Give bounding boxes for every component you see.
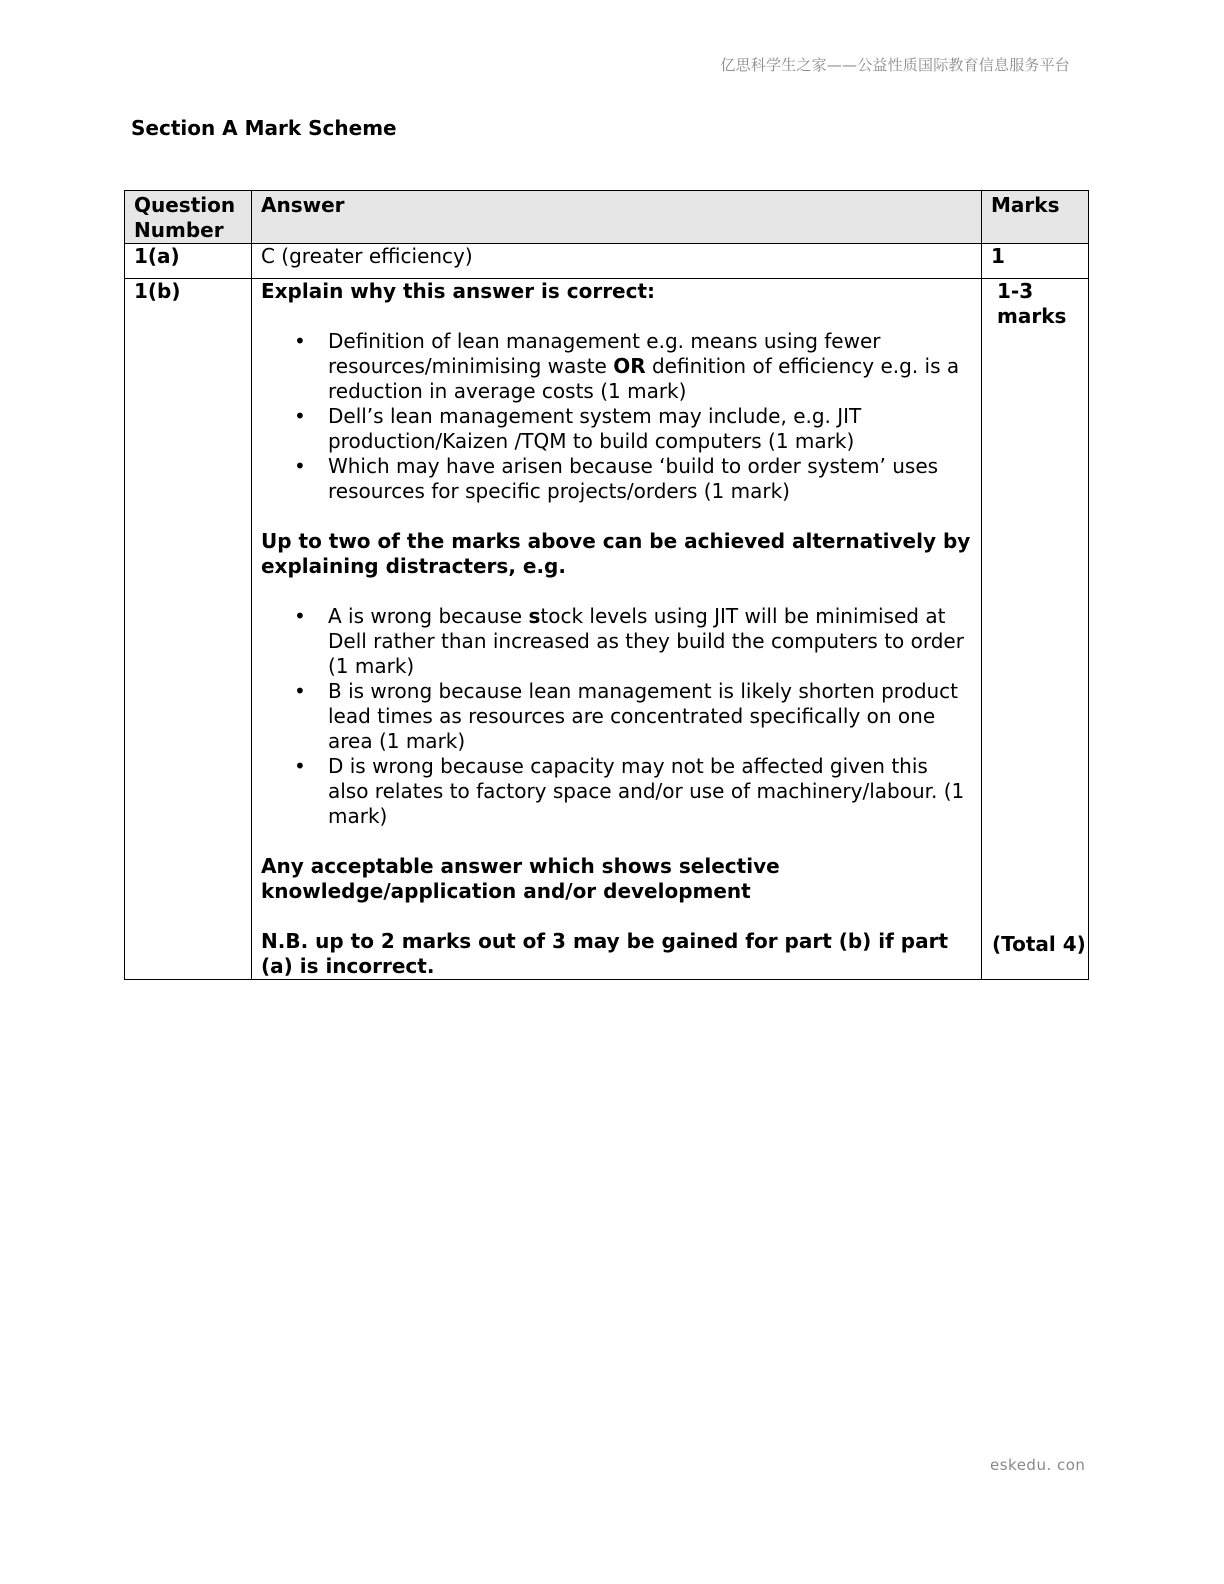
table-header-row (125, 191, 1089, 244)
marks-1a: 1 (982, 244, 1089, 279)
header-answer: Answer (251, 191, 981, 244)
header-question-number: Question Number (125, 191, 252, 244)
footer-url: eskedu. con (990, 1456, 1086, 1474)
correct-answer-bullets (261, 329, 972, 504)
bullet-text-pre: Definition of lean management e.g. means using fewer resources/minimising waste (327, 329, 881, 378)
marks-1b (982, 279, 1089, 980)
question-number-1b: 1(b) (125, 279, 252, 980)
list-item: • D is wrong because capacity may not be affected given this also relates to factory space and/or use of machinery/labour. (1 mark) (328, 754, 972, 829)
distracter-bullets (261, 604, 972, 829)
header-marks: Marks (982, 191, 1089, 244)
table-row (125, 279, 1089, 980)
answer-1b (251, 279, 981, 980)
answer-intro: Explain why this answer is correct: (260, 279, 656, 303)
answer-1a: C (greater efficiency) (251, 244, 981, 279)
nb-note: N.B. up to 2 marks out of 3 may be gained for part (b) if part (a) is incorrect. (260, 929, 949, 978)
bullet-text-bold: s (528, 604, 541, 628)
list-item: • Which may have arisen because ‘build to order system’ uses resources for specific projects/orders (1 mark) (328, 454, 972, 504)
bullet-text-bold: OR (613, 354, 646, 378)
bullet-text-post: definition of efficiency e.g. is a reduction in average costs (1 mark) (327, 354, 960, 403)
list-item: • Dell’s lean management system may include, e.g. JIT production/Kaizen /TQM to build computers (1 mark) (328, 404, 972, 454)
question-number-1a: 1(a) (125, 244, 252, 279)
total-marks: (Total 4) (992, 932, 1086, 956)
bullet-text-post: tock levels using JIT will be minimised at Dell rather than increased as they build the computers to order (1 mark) (327, 604, 964, 678)
list-item (328, 604, 972, 679)
acceptable-answer-note: Any acceptable answer which shows selective knowledge/application and/or development (260, 854, 780, 903)
header-banner: 亿思科学生之家——公益性质国际教育信息服务平台 (720, 56, 1070, 74)
list-item (328, 329, 972, 404)
alternative-heading: Up to two of the marks above can be achieved alternatively by explaining distracters, e.g. (260, 529, 971, 578)
section-title: Section A Mark Scheme (131, 116, 397, 140)
list-item: • B is wrong because lean management is likely shorten product lead times as resources are concentrated specifically on one area (1 mark) (328, 679, 972, 754)
mark-scheme-table (124, 190, 1089, 980)
marks-range: 1-3 marks (997, 279, 1067, 328)
table-row (125, 244, 1089, 279)
bullet-text-pre: A is wrong because (327, 604, 529, 628)
